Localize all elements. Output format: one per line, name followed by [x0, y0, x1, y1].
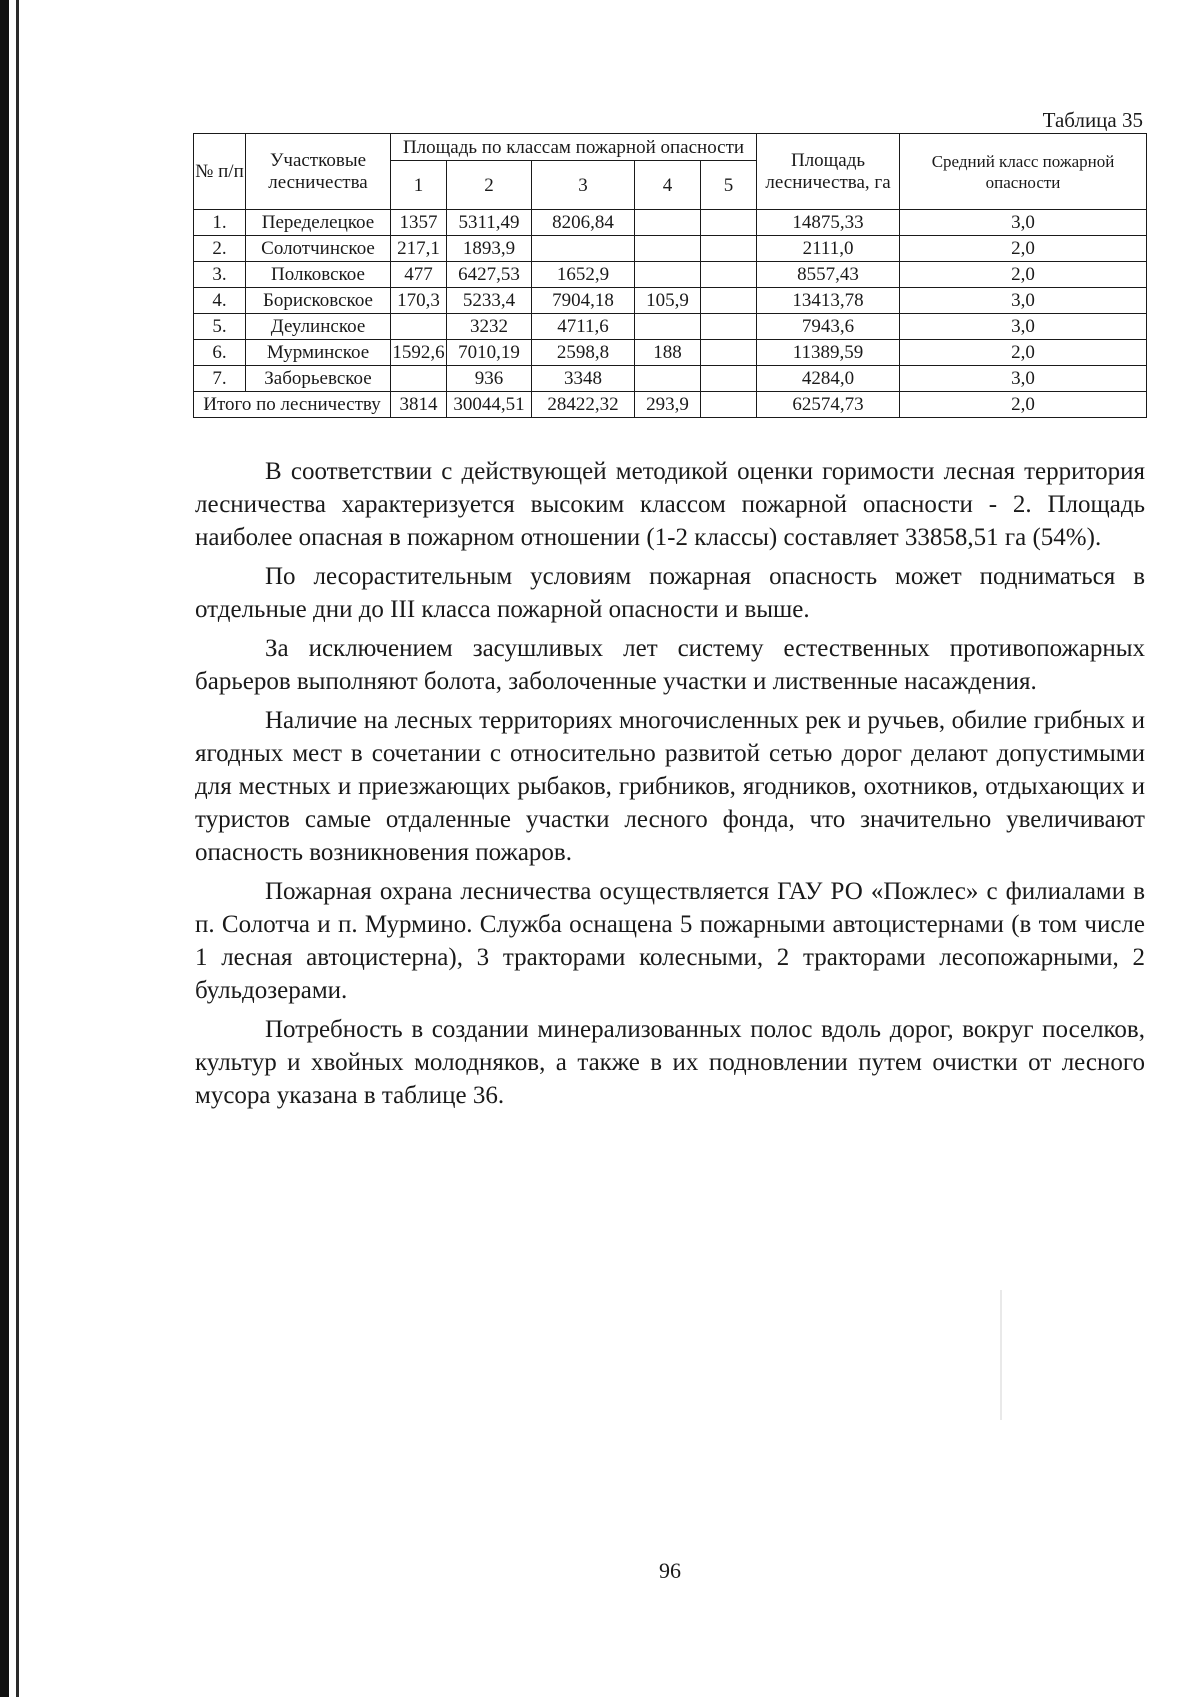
row-class-3: 2598,8 — [532, 340, 635, 366]
row-class-1 — [391, 314, 447, 340]
row-class-1: 1357 — [391, 210, 447, 236]
row-class-2: 936 — [447, 366, 532, 392]
table-row — [194, 262, 1147, 288]
row-class-3 — [532, 236, 635, 262]
row-area: 13413,78 — [757, 288, 900, 314]
row-class-2: 5233,4 — [447, 288, 532, 314]
row-num: 5. — [194, 314, 246, 340]
row-num: 6. — [194, 340, 246, 366]
row-class-1: 1592,6 — [391, 340, 447, 366]
row-class-2: 1893,9 — [447, 236, 532, 262]
header-class-1: 1 — [391, 161, 447, 210]
scan-edge-dark — [0, 0, 9, 1697]
body-text — [195, 455, 1145, 1118]
row-num: 3. — [194, 262, 246, 288]
row-name: Солотчинское — [246, 236, 391, 262]
header-forestry: Участковые лесничества — [246, 134, 391, 210]
header-class-5: 5 — [701, 161, 757, 210]
total-class-2: 30044,51 — [447, 392, 532, 418]
row-avg: 3,0 — [900, 366, 1147, 392]
total-class-3: 28422,32 — [532, 392, 635, 418]
row-class-2: 6427,53 — [447, 262, 532, 288]
row-class-2: 5311,49 — [447, 210, 532, 236]
total-class-4: 293,9 — [635, 392, 701, 418]
row-class-5 — [701, 340, 757, 366]
row-avg: 2,0 — [900, 340, 1147, 366]
row-name: Заборьевское — [246, 366, 391, 392]
row-name: Полковское — [246, 262, 391, 288]
table-row — [194, 366, 1147, 392]
row-class-2: 7010,19 — [447, 340, 532, 366]
total-class-1: 3814 — [391, 392, 447, 418]
page-number: 96 — [659, 1558, 681, 1583]
header-class-3: 3 — [532, 161, 635, 210]
table-row — [194, 210, 1147, 236]
table-row — [194, 314, 1147, 340]
row-class-3: 8206,84 — [532, 210, 635, 236]
table-row — [194, 236, 1147, 262]
scan-artifact — [1000, 1290, 1002, 1420]
row-avg: 3,0 — [900, 288, 1147, 314]
row-class-1: 477 — [391, 262, 447, 288]
row-class-3: 1652,9 — [532, 262, 635, 288]
row-avg: 3,0 — [900, 314, 1147, 340]
header-class-4: 4 — [635, 161, 701, 210]
paragraph: За исключением засушливых лет систему естественных противопожарных барьеров выполняют болота, заболоченные участки и лиственные насаждения. — [195, 635, 1145, 695]
header-num: № п/п — [194, 134, 246, 210]
paragraph: В соответствии с действующей методикой оценки горимости лесная территория лесничества характеризуется высоким классом пожарной опасности - 2. Площадь наиболее опасная в пожарном отношении (1-2 классы) составляет 33858,51 га (54%). — [195, 458, 1145, 551]
row-num: 2. — [194, 236, 246, 262]
row-class-5 — [701, 314, 757, 340]
row-class-3: 4711,6 — [532, 314, 635, 340]
total-area: 62574,73 — [757, 392, 900, 418]
table-total-row — [194, 392, 1147, 418]
table-row — [194, 288, 1147, 314]
row-name: Переделецкое — [246, 210, 391, 236]
paragraph: Пожарная охрана лесничества осуществляется ГАУ РО «Пожлес» с филиалами в п. Солотча и п. Мурмино. Служба оснащена 5 пожарными автоцистернами (в том числе 1 лесная автоцистерна), 3 тракторами колесными, 2 тракторами лесопожарными, 2 бульдозерами. — [195, 878, 1145, 1004]
row-num: 4. — [194, 288, 246, 314]
row-class-5 — [701, 210, 757, 236]
row-class-1: 170,3 — [391, 288, 447, 314]
row-class-4: 188 — [635, 340, 701, 366]
row-num: 1. — [194, 210, 246, 236]
row-area: 14875,33 — [757, 210, 900, 236]
table-row — [194, 340, 1147, 366]
row-num: 7. — [194, 366, 246, 392]
row-class-2: 3232 — [447, 314, 532, 340]
row-class-4 — [635, 366, 701, 392]
paragraph: По лесорастительным условиям пожарная опасность может подниматься в отдельные дни до III класса пожарной опасности и выше. — [195, 563, 1145, 623]
row-class-3: 7904,18 — [532, 288, 635, 314]
row-avg: 2,0 — [900, 262, 1147, 288]
paragraph: Наличие на лесных территориях многочисленных рек и ручьев, обилие грибных и ягодных мест в сочетании с относительно развитой сетью дорог делают допустимыми для местных и приезжающих рыбаков, грибников, ягодников, охотников, отдыхающих и туристов самые отдаленные участки лесного фонда, что значительно увеличивают опасность возникновения пожаров. — [195, 707, 1145, 866]
header-total-area: Площадь лесничества, га — [757, 134, 900, 210]
row-name: Мурминское — [246, 340, 391, 366]
row-class-5 — [701, 236, 757, 262]
header-area-by-class: Площадь по классам пожарной опасности — [391, 134, 757, 161]
row-class-4 — [635, 262, 701, 288]
row-class-4 — [635, 210, 701, 236]
row-name: Деулинское — [246, 314, 391, 340]
row-class-5 — [701, 366, 757, 392]
row-area: 11389,59 — [757, 340, 900, 366]
row-class-5 — [701, 262, 757, 288]
row-area: 2111,0 — [757, 236, 900, 262]
header-avg-class: Средний класс пожарной опасности — [900, 134, 1147, 210]
row-area: 7943,6 — [757, 314, 900, 340]
row-name: Борисковское — [246, 288, 391, 314]
row-area: 8557,43 — [757, 262, 900, 288]
row-class-4 — [635, 236, 701, 262]
scan-edge-line — [16, 0, 19, 1697]
row-avg: 2,0 — [900, 236, 1147, 262]
row-class-5 — [701, 288, 757, 314]
row-area: 4284,0 — [757, 366, 900, 392]
header-class-2: 2 — [447, 161, 532, 210]
table-caption: Таблица 35 — [1042, 108, 1143, 132]
row-class-3: 3348 — [532, 366, 635, 392]
fire-hazard-table — [193, 133, 1147, 418]
paragraph: Потребность в создании минерализованных полос вдоль дорог, вокруг поселков, культур и хвойных молодняков, а также в их подновлении путем очистки от лесного мусора указана в таблице 36. — [195, 1016, 1145, 1109]
total-label: Итого по лесничеству — [194, 392, 391, 418]
row-class-1 — [391, 366, 447, 392]
total-class-5 — [701, 392, 757, 418]
row-avg: 3,0 — [900, 210, 1147, 236]
row-class-1: 217,1 — [391, 236, 447, 262]
row-class-4: 105,9 — [635, 288, 701, 314]
total-avg: 2,0 — [900, 392, 1147, 418]
row-class-4 — [635, 314, 701, 340]
